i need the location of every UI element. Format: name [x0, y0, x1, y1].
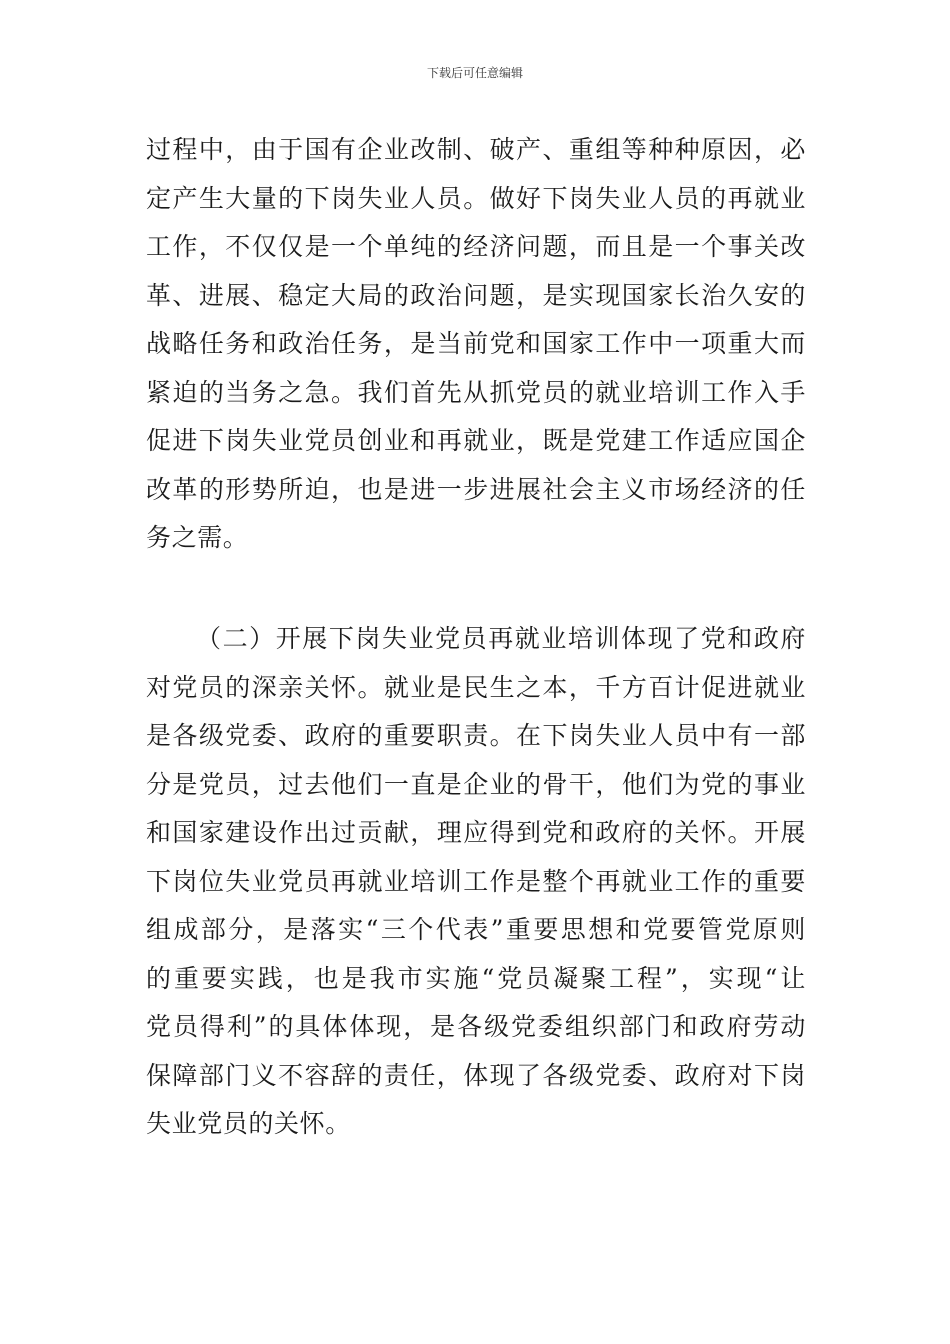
text-line: 定产生大量的下岗失业人员。做好下岗失业人员的再就业 — [146, 183, 806, 213]
text-line: 改革的形势所迫，也是进一步进展社会主义市场经济的任 — [146, 474, 806, 504]
text-line: 促进下岗失业党员创业和再就业，既是党建工作适应国企 — [146, 426, 806, 455]
text-line: 紧迫的当务之急。我们首先从抓党员的就业培训工作入手 — [146, 377, 806, 407]
text-line: 革、进展、稳定大局的政治问题，是实现国家长治久安的 — [146, 280, 806, 310]
text-line: 过程中，由于国有企业改制、破产、重组等种种原因，必 — [146, 135, 806, 164]
text-line: 对党员的深亲关怀。就业是民生之本，千方百计促进就业 — [146, 672, 806, 702]
text-line: 务之需。 — [146, 523, 249, 552]
text-line: 和国家建设作出过贡献，理应得到党和政府的关怀。开展 — [146, 818, 806, 847]
text-line: 组成部分，是落实“三个代表”重要思想和党要管党原则 — [146, 915, 806, 944]
text-line: 是各级党委、政府的重要职责。在下岗失业人员中有一部 — [146, 721, 806, 750]
text-line: （二）开展下岗失业党员再就业培训体现了党和政府 — [196, 624, 806, 653]
text-line: 下岗位失业党员再就业培训工作是整个再就业工作的重要 — [146, 866, 806, 896]
text-line: 战略任务和政治任务，是当前党和国家工作中一项重大而 — [146, 329, 806, 358]
text-line: 党员得利”的具体体现，是各级党委组织部门和政府劳动 — [146, 1012, 806, 1041]
paragraph-2 — [146, 615, 806, 1149]
text-line: 保障部门义不容辞的责任，体现了各级党委、政府对下岗 — [146, 1060, 806, 1090]
page-header: 下载后可任意编辑 — [426, 66, 523, 80]
text-line: 失业党员的关怀。 — [146, 1109, 351, 1138]
text-line: 的重要实践，也是我市实施“党员凝聚工程”，实现“让 — [146, 963, 806, 993]
paragraph-1 — [146, 126, 806, 563]
text-line: 工作，不仅仅是一个单纯的经济问题，而且是一个事关改 — [146, 232, 806, 261]
text-line: 分是党员，过去他们一直是企业的骨干，他们为党的事业 — [146, 769, 806, 799]
